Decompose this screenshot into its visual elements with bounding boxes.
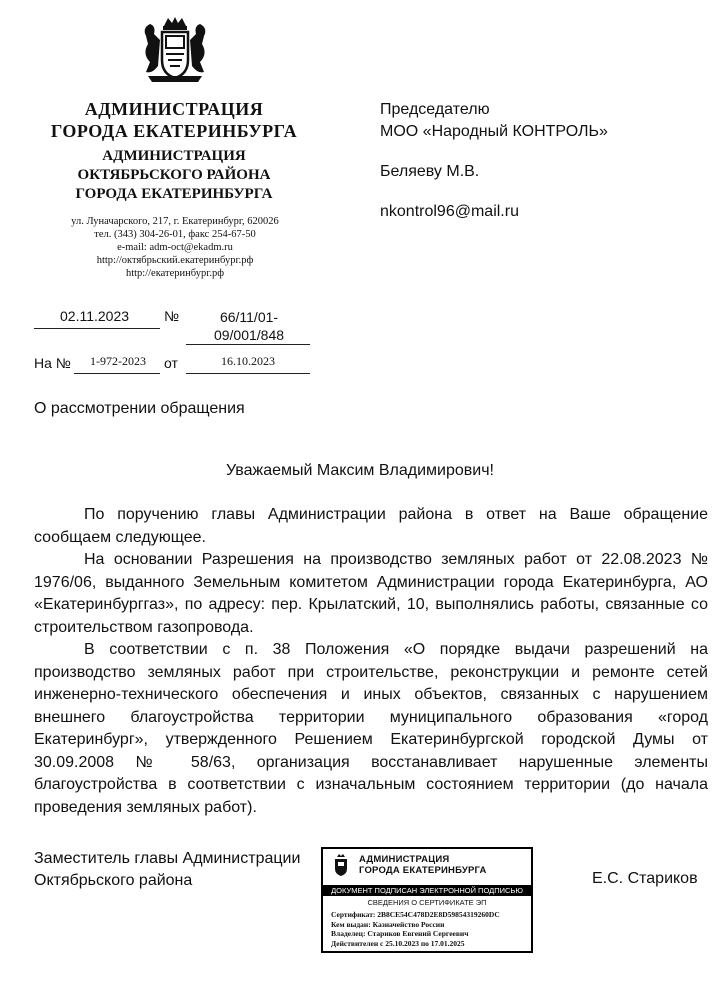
number-underline — [186, 344, 310, 345]
paragraph: На основании Разрешения на производство земляных работ от 22.08.2023 № 1976/06, выданного Земельным комитетом Администрации города Екатеринбурга, АО «Екатеринбурггаз», по адресу: пер. Крылатский, 10, выполнялись работы, связанные со строительством газопровода. — [34, 551, 708, 636]
stamp-validity: Действителен с 25.10.2023 по 17.01.2025 — [331, 938, 465, 948]
stamp-header — [323, 849, 531, 885]
stamp-issuer: Кем выдан: Казначейство России — [331, 919, 445, 929]
outgoing-number-line-2: 09/001/848 — [213, 327, 285, 343]
stamp-org — [359, 854, 487, 876]
contacts-block — [30, 215, 320, 280]
stamp-cert-title: СВЕДЕНИЯ О СЕРТИФИКАТЕ ЭП — [367, 898, 487, 907]
e-signature-stamp — [321, 847, 533, 953]
sub-org-line-2: ОКТЯБРЬСКОГО РАЙОНА — [77, 167, 271, 183]
sub-org-line-1: АДМИНИСТРАЦИЯ — [102, 148, 246, 164]
reply-label: На № — [34, 355, 71, 371]
outgoing-number — [186, 308, 312, 344]
number-sign: № — [164, 308, 180, 324]
phone: тел. (343) 304-26-01, факс 254-67-50 — [94, 229, 256, 240]
paragraph: По поручению главы Администрации района в ответ на Ваше обращение сообщаем следующее. — [34, 506, 708, 546]
from-label: от — [164, 355, 178, 371]
paragraph: В соответствии с п. 38 Положения «О порядке выдачи разрешений на производство земляных работ при строительстве, реконструкции и ремонте сетей инженерно-технического обеспечения и иных объектов, связанных с нарушением внешнего благоустройства территории муниципального образования «город Екатеринбург», утвержденного Решением Екатеринбургской городской Думы от 30.09.2008 № 58/63, организация восстанавливает нарушенные элементы благоустройства в соответствии с изначальным состоянием территории (до начала проведения земляных работ). — [34, 641, 708, 816]
site-link-2: http://екатеринбург.рф — [125, 268, 225, 279]
reply-date: 16.10.2023 — [221, 354, 275, 368]
addressee-block — [380, 99, 608, 223]
address: ул. Луначарского, 217, г. Екатеринбург, 620026 — [71, 216, 279, 227]
signer-name: Е.С. Стариков — [592, 870, 698, 887]
signer-title-line-1: Заместитель главы Администрации — [34, 850, 301, 867]
subject: О рассмотрении обращения — [34, 400, 245, 417]
reply-number-underline — [74, 373, 160, 374]
stamp-band: ДОКУМЕНТ ПОДПИСАН ЭЛЕКТРОННОЙ ПОДПИСЬЮ — [323, 885, 531, 896]
stamp-org-line-1: АДМИНИСТРАЦИЯ — [359, 854, 450, 865]
org-line-2: ГОРОДА ЕКАТЕРИНБУРГА — [50, 121, 298, 141]
letter-body — [34, 504, 708, 819]
stamp-certificate: Сертификат: 2B8CE54C478D2E8D59854319260DC — [331, 910, 500, 919]
addressee-organization: МОО «Народный КОНТРОЛЬ» — [380, 123, 608, 140]
addressee-name: Беляеву М.В. — [380, 163, 480, 180]
sub-org-line-3: ГОРОДА ЕКАТЕРИНБУРГА — [75, 186, 273, 202]
outgoing-date: 02.11.2023 — [60, 308, 130, 324]
org-name — [40, 98, 308, 142]
stamp-owner: Владелец: Стариков Евгений Сергеевич — [331, 929, 469, 938]
org-line-1: АДМИНИСТРАЦИЯ — [84, 99, 264, 119]
site-link-1: http://октябрьский.екатеринбург.рф — [96, 255, 254, 266]
coat-of-arms-icon — [138, 14, 212, 84]
signer-title-line-2: Октябрьского района — [34, 872, 193, 889]
addressee-position: Председателю — [380, 101, 490, 118]
org-email: e-mail: adm-oct@ekadm.ru — [117, 242, 233, 253]
signer-title — [34, 848, 300, 892]
stamp-emblem-icon — [331, 853, 351, 877]
date-underline — [34, 328, 160, 329]
reply-number: 1-972-2023 — [90, 354, 146, 368]
stamp-details — [331, 910, 500, 948]
greeting: Уважаемый Максим Владимирович! — [226, 462, 494, 479]
outgoing-number-line-1: 66/11/01- — [219, 309, 279, 325]
reply-date-underline — [186, 373, 310, 374]
sub-org-name — [40, 147, 308, 204]
addressee-email: nkontrol96@mail.ru — [380, 203, 519, 220]
stamp-org-line-2: ГОРОДА ЕКАТЕРИНБУРГА — [359, 865, 487, 876]
